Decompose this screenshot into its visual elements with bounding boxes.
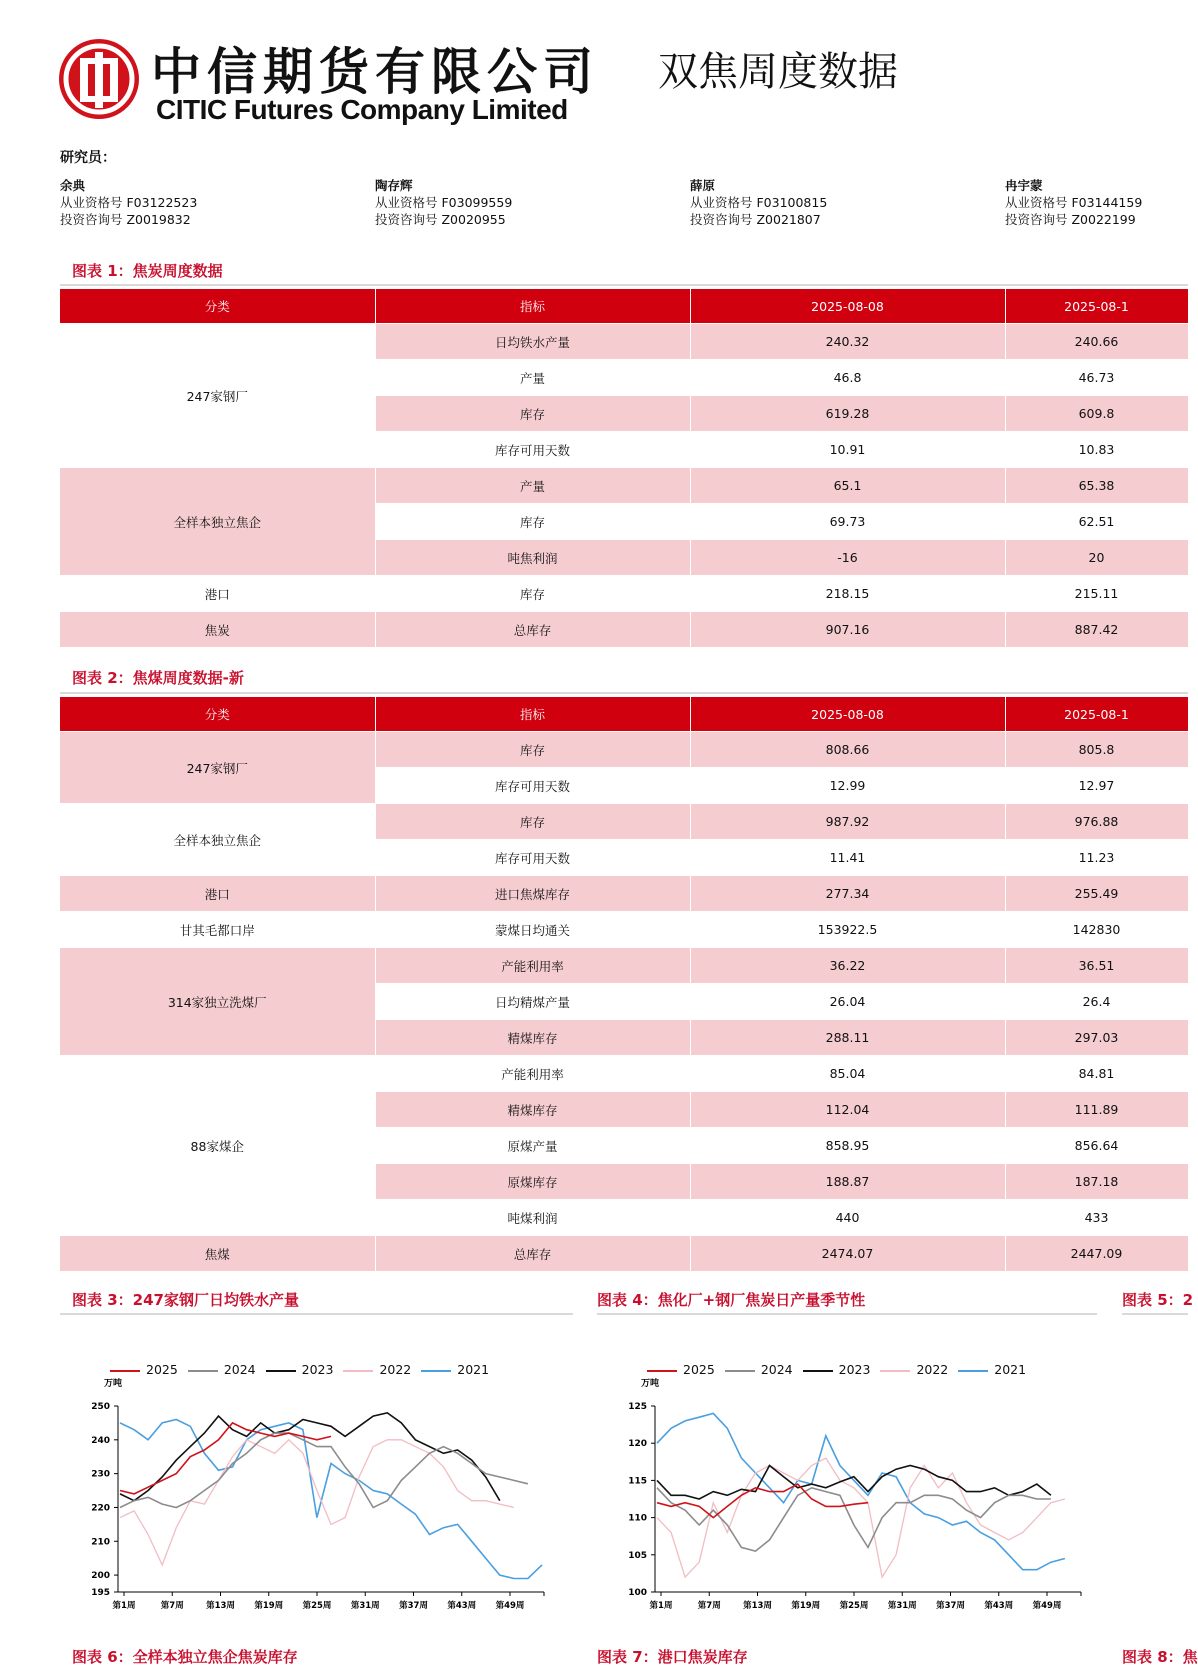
y-tick-label: 195 (91, 1588, 110, 1598)
researcher-name: 陶存辉 (375, 178, 413, 193)
value-cell: 976.88 (1005, 804, 1188, 840)
y-tick-label: 250 (91, 1402, 110, 1412)
y-tick-label: 105 (628, 1550, 647, 1561)
researcher-label: 研究员： (60, 150, 116, 166)
metric-cell: 产量 (375, 360, 690, 396)
legend-item (421, 1362, 489, 1377)
y-tick-label: 210 (91, 1537, 110, 1548)
series-line-2023 (657, 1466, 1051, 1500)
researcher-list (60, 177, 1188, 233)
metric-cell: 总库存 (375, 1236, 690, 1272)
series-line-2023 (120, 1413, 500, 1501)
value-cell: 609.8 (1005, 396, 1188, 432)
x-tick-label: 第31周 (887, 1601, 917, 1611)
legend-swatch (647, 1370, 677, 1372)
x-tick-label: 第25周 (839, 1601, 869, 1611)
x-tick-label: 第31周 (350, 1601, 380, 1611)
value-cell: 11.23 (1005, 840, 1188, 876)
value-cell: 255.49 (1005, 876, 1188, 912)
legend-swatch (188, 1370, 218, 1372)
table2-title: 图表 2：焦煤周度数据-新 (72, 669, 244, 687)
value-cell: 153922.5 (690, 912, 1005, 948)
y-tick-label: 230 (91, 1469, 110, 1480)
legend-item (880, 1362, 948, 1377)
unit-label: 万吨 (104, 1379, 123, 1389)
category-cell: 港口 (60, 876, 375, 912)
y-tick-label: 200 (91, 1571, 110, 1582)
value-cell: 277.34 (690, 876, 1005, 912)
table-row (60, 804, 1188, 840)
value-cell: 619.28 (690, 396, 1005, 432)
legend-item (110, 1362, 178, 1377)
value-cell: 111.89 (1005, 1092, 1188, 1128)
series-line-2022 (657, 1458, 1065, 1577)
column-header: 分类 (60, 697, 375, 732)
legend-item (266, 1362, 334, 1377)
x-tick-label: 第49周 (1032, 1601, 1062, 1611)
category-cell: 247家钢厂 (60, 732, 375, 804)
value-cell: 84.81 (1005, 1056, 1188, 1092)
metric-cell: 产量 (375, 468, 690, 504)
title-divider (1122, 1313, 1188, 1315)
table-row (60, 732, 1188, 768)
value-cell: 11.41 (690, 840, 1005, 876)
value-cell: 2447.09 (1005, 1236, 1188, 1272)
category-cell: 甘其毛都口岸 (60, 912, 375, 948)
value-cell: 188.87 (690, 1164, 1005, 1200)
metric-cell: 精煤库存 (375, 1092, 690, 1128)
legend-label: 2021 (994, 1362, 1027, 1377)
researcher-card (375, 177, 512, 228)
x-tick-label: 第49周 (495, 1601, 525, 1611)
metric-cell: 吨焦利润 (375, 540, 690, 576)
citic-logo-icon (56, 36, 142, 122)
consulting-number: 投资咨询号 Z0022199 (1005, 212, 1136, 227)
x-tick-label: 第43周 (984, 1601, 1014, 1611)
value-cell: 65.38 (1005, 468, 1188, 504)
category-cell: 焦炭 (60, 612, 375, 648)
category-cell: 焦煤 (60, 1236, 375, 1272)
table-row (60, 1236, 1188, 1272)
value-cell: 887.42 (1005, 612, 1188, 648)
metric-cell: 总库存 (375, 612, 690, 648)
table-row (60, 948, 1188, 984)
y-tick-label: 115 (628, 1476, 647, 1487)
value-cell: 62.51 (1005, 504, 1188, 540)
metric-cell: 产能利用率 (375, 948, 690, 984)
value-cell: 187.18 (1005, 1164, 1188, 1200)
legend-label: 2021 (457, 1362, 490, 1377)
metric-cell: 产能利用率 (375, 1056, 690, 1092)
company-name-en: CITIC Futures Company Limited (156, 94, 568, 125)
series-line-2021 (657, 1413, 1065, 1569)
metric-cell: 库存 (375, 576, 690, 612)
coking-coal-weekly-table (60, 697, 1189, 1271)
x-tick-label: 第37周 (936, 1601, 965, 1611)
legend-label: 2023 (838, 1362, 871, 1377)
consulting-number: 投资咨询号 Z0020955 (375, 212, 506, 227)
value-cell: -16 (690, 540, 1005, 576)
title-divider (60, 284, 1188, 286)
value-cell: 12.97 (1005, 768, 1188, 804)
value-cell: 36.22 (690, 948, 1005, 984)
column-header: 2025-08-1 (1005, 289, 1188, 324)
document-title: 双焦周度数据 (658, 49, 898, 95)
table-row (60, 1056, 1188, 1092)
y-tick-label: 220 (91, 1503, 110, 1514)
value-cell: 808.66 (690, 732, 1005, 768)
series-line-2025 (120, 1423, 331, 1494)
value-cell: 26.4 (1005, 984, 1188, 1020)
column-header: 2025-08-08 (690, 697, 1005, 732)
metric-cell: 库存可用天数 (375, 768, 690, 804)
hot-metal-chart (60, 1318, 555, 1638)
y-tick-label: 120 (628, 1439, 647, 1450)
title-divider (597, 1313, 1097, 1315)
coke-output-chart (597, 1318, 1092, 1638)
legend-label: 2025 (146, 1362, 178, 1377)
legend-swatch (880, 1370, 910, 1372)
value-cell: 26.04 (690, 984, 1005, 1020)
title-divider (60, 692, 1188, 694)
value-cell: 12.99 (690, 768, 1005, 804)
metric-cell: 蒙煤日均通关 (375, 912, 690, 948)
legend-swatch (110, 1370, 140, 1372)
category-cell: 88家煤企 (60, 1056, 375, 1236)
legend-label: 2024 (760, 1362, 793, 1377)
metric-cell: 进口焦煤库存 (375, 876, 690, 912)
table-row (60, 468, 1188, 504)
fig7-title: 图表 7：港口焦炭库存 (597, 1648, 748, 1666)
category-cell: 247家钢厂 (60, 324, 375, 468)
table-row (60, 576, 1188, 612)
qualification-number: 从业资格号 F03144159 (1005, 195, 1143, 210)
x-tick-label: 第7周 (160, 1601, 184, 1611)
value-cell: 65.1 (690, 468, 1005, 504)
qualification-number: 从业资格号 F03122523 (60, 195, 198, 210)
title-divider (60, 1313, 573, 1315)
metric-cell: 库存可用天数 (375, 432, 690, 468)
legend-swatch (803, 1370, 833, 1372)
x-tick-label: 第13周 (743, 1601, 772, 1611)
value-cell: 215.11 (1005, 576, 1188, 612)
legend-swatch (343, 1370, 373, 1372)
column-header: 指标 (375, 289, 690, 324)
value-cell: 288.11 (690, 1020, 1005, 1056)
value-cell: 440 (690, 1200, 1005, 1236)
column-header: 2025-08-1 (1005, 697, 1188, 732)
value-cell: 2474.07 (690, 1236, 1005, 1272)
x-tick-label: 第43周 (447, 1601, 477, 1611)
fig4-title: 图表 4：焦化厂+钢厂焦炭日产量季节性 (597, 1291, 866, 1309)
x-tick-label: 第7周 (697, 1601, 721, 1611)
metric-cell: 库存 (375, 504, 690, 540)
metric-cell: 日均精煤产量 (375, 984, 690, 1020)
researcher-name: 薛原 (690, 178, 716, 193)
researcher-card (690, 177, 827, 228)
value-cell: 805.8 (1005, 732, 1188, 768)
value-cell: 433 (1005, 1200, 1188, 1236)
series-line-2025 (657, 1484, 868, 1518)
fig3-title: 图表 3：247家钢厂日均铁水产量 (72, 1291, 299, 1309)
column-header: 分类 (60, 289, 375, 324)
x-tick-label: 第13周 (206, 1601, 235, 1611)
value-cell: 856.64 (1005, 1128, 1188, 1164)
value-cell: 36.51 (1005, 948, 1188, 984)
qualification-number: 从业资格号 F03099559 (375, 195, 513, 210)
table-row (60, 876, 1188, 912)
value-cell: 69.73 (690, 504, 1005, 540)
legend-item (188, 1362, 256, 1377)
chart-legend (110, 1362, 499, 1377)
fig5-title: 图表 5：2 (1122, 1291, 1194, 1309)
legend-swatch (421, 1370, 451, 1372)
value-cell: 240.32 (690, 324, 1005, 360)
table-row (60, 612, 1188, 648)
series-line-2024 (657, 1488, 1051, 1551)
value-cell: 142830 (1005, 912, 1188, 948)
company-name-cn: 中信期货有限公司 (151, 42, 599, 101)
value-cell: 20 (1005, 540, 1188, 576)
metric-cell: 库存 (375, 732, 690, 768)
metric-cell: 日均铁水产量 (375, 324, 690, 360)
consulting-number: 投资咨询号 Z0021807 (690, 212, 821, 227)
x-tick-label: 第1周 (112, 1601, 136, 1611)
qualification-number: 从业资格号 F03100815 (690, 195, 828, 210)
table-row (60, 324, 1188, 360)
researcher-name: 余典 (60, 178, 86, 193)
coke-weekly-table (60, 289, 1189, 647)
category-cell: 港口 (60, 576, 375, 612)
metric-cell: 库存 (375, 804, 690, 840)
series-line-2021 (120, 1420, 542, 1579)
metric-cell: 原煤产量 (375, 1128, 690, 1164)
researcher-name: 冉宇蒙 (1005, 178, 1043, 193)
researcher-card (1005, 177, 1142, 228)
y-tick-label: 110 (628, 1513, 647, 1524)
legend-item (958, 1362, 1026, 1377)
column-header: 2025-08-08 (690, 289, 1005, 324)
legend-label: 2025 (683, 1362, 715, 1377)
legend-label: 2022 (916, 1362, 949, 1377)
consulting-number: 投资咨询号 Z0019832 (60, 212, 191, 227)
series-line-2022 (120, 1440, 514, 1565)
category-cell: 全样本独立焦企 (60, 804, 375, 876)
metric-cell: 原煤库存 (375, 1164, 690, 1200)
report-header (56, 30, 1188, 130)
legend-swatch (266, 1370, 296, 1372)
value-cell: 10.83 (1005, 432, 1188, 468)
metric-cell: 库存 (375, 396, 690, 432)
value-cell: 987.92 (690, 804, 1005, 840)
value-cell: 112.04 (690, 1092, 1005, 1128)
value-cell: 858.95 (690, 1128, 1005, 1164)
value-cell: 218.15 (690, 576, 1005, 612)
metric-cell: 精煤库存 (375, 1020, 690, 1056)
legend-item (343, 1362, 411, 1377)
chart-legend (647, 1362, 1036, 1377)
table-row (60, 912, 1188, 948)
column-header: 指标 (375, 697, 690, 732)
legend-label: 2024 (223, 1362, 256, 1377)
metric-cell: 吨煤利润 (375, 1200, 690, 1236)
value-cell: 10.91 (690, 432, 1005, 468)
x-tick-label: 第19周 (791, 1601, 821, 1611)
researcher-card (60, 177, 197, 228)
value-cell: 240.66 (1005, 324, 1188, 360)
value-cell: 297.03 (1005, 1020, 1188, 1056)
legend-swatch (725, 1370, 755, 1372)
metric-cell: 库存可用天数 (375, 840, 690, 876)
value-cell: 907.16 (690, 612, 1005, 648)
table1-title: 图表 1：焦炭周度数据 (72, 262, 223, 280)
fig6-title: 图表 6：全样本独立焦企焦炭库存 (72, 1648, 298, 1666)
y-tick-label: 100 (628, 1588, 647, 1598)
legend-label: 2023 (301, 1362, 334, 1377)
value-cell: 46.8 (690, 360, 1005, 396)
legend-label: 2022 (379, 1362, 412, 1377)
x-tick-label: 第19周 (254, 1601, 284, 1611)
legend-item (803, 1362, 871, 1377)
x-tick-label: 第1周 (649, 1601, 673, 1611)
y-tick-label: 240 (91, 1435, 110, 1446)
y-tick-label: 125 (628, 1402, 647, 1412)
x-tick-label: 第37周 (399, 1601, 428, 1611)
category-cell: 314家独立洗煤厂 (60, 948, 375, 1056)
category-cell: 全样本独立焦企 (60, 468, 375, 576)
value-cell: 46.73 (1005, 360, 1188, 396)
value-cell: 85.04 (690, 1056, 1005, 1092)
legend-item (647, 1362, 715, 1377)
fig8-title: 图表 8：焦 (1122, 1648, 1198, 1666)
legend-swatch (958, 1370, 988, 1372)
unit-label: 万吨 (641, 1379, 660, 1389)
legend-item (725, 1362, 793, 1377)
x-tick-label: 第25周 (302, 1601, 332, 1611)
